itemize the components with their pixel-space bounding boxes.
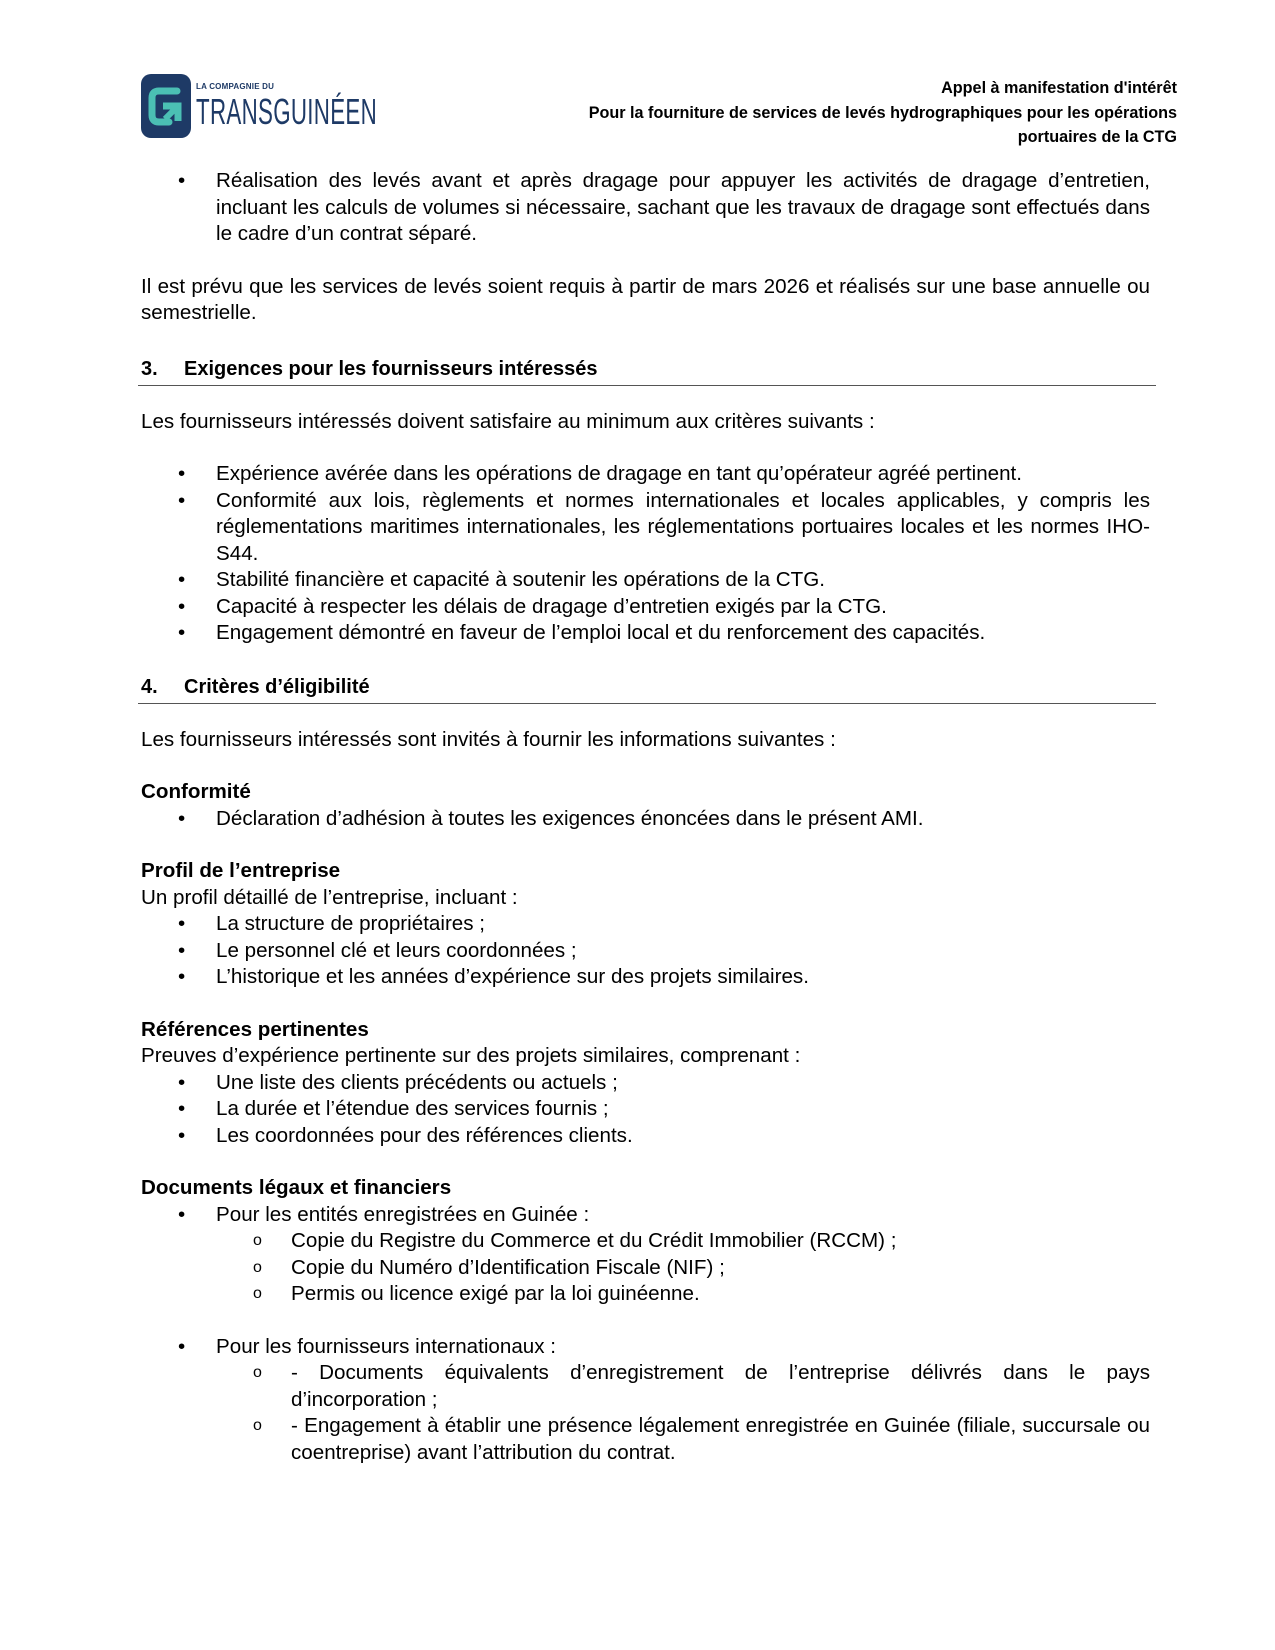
list-item: • Engagement démontré en faveur de l’emploi local et du renforcement des capacités. (141, 620, 1150, 647)
documents-international-sublist (141, 1360, 1150, 1466)
header-title-line-1: Appel à manifestation d'intérêt (941, 79, 1177, 97)
list-item: • Pour les fournisseurs internationaux : (141, 1334, 1150, 1361)
bullet-icon: • (178, 462, 186, 485)
section-3-heading: 3. Exigences pour les fournisseurs intéressés (138, 357, 1156, 386)
conformite-list (141, 806, 1150, 833)
bullet-icon: • (178, 1097, 186, 1120)
documents-guinee-sublist (141, 1228, 1150, 1308)
intro-bullet-list (141, 168, 1150, 248)
hollow-bullet-icon: o (253, 1285, 262, 1302)
documents-heading: Documents légaux et financiers (141, 1176, 452, 1199)
bullet-icon: • (178, 965, 186, 988)
list-item: • Capacité à respecter les délais de dragage d’entretien exigés par la CTG. (141, 594, 1150, 621)
company-logo (141, 74, 488, 138)
section-3-requirements-list (141, 461, 1150, 647)
sub-list-item: o - Engagement à établir une présence légalement enregistrée en Guinée (filiale, succursale ou coentreprise) avant l’attribution du contrat. (253, 1414, 1150, 1464)
header-title-line-2: Pour la fourniture de services de levés hydrographiques pour les opérations (588, 103, 1177, 122)
list-item: • Conformité aux lois, règlements et normes internationales et locales applicables, y compris les réglementations maritimes internationales, les réglementations portuaires locales et les normes IHO-S44. (178, 488, 1150, 565)
references-intro: Preuves d’expérience pertinente sur des projets similaires, comprenant : (141, 1044, 801, 1067)
bullet-icon: • (178, 1334, 186, 1358)
sub-list-item: o Copie du Registre du Commerce et du Crédit Immobilier (RCCM) ; (141, 1228, 1150, 1255)
section-4-heading: 4. Critères d’éligibilité (138, 675, 1156, 704)
references-list (141, 1070, 1150, 1150)
list-item: • Stabilité financière et capacité à soutenir les opérations de la CTG. (141, 567, 1150, 594)
bullet-icon: • (178, 1070, 186, 1094)
list-item: • Réalisation des levés avant et après dragage pour appuyer les activités de dragage d’entretien, incluant les calculs de volumes si nécessaire, sachant que les travaux de dragage sont effectués dans le cadre d’un contrat séparé. (178, 169, 1150, 245)
bullet-icon: • (178, 806, 186, 830)
sub-list-item: o Permis ou licence exigé par la loi guinéenne. (141, 1281, 1150, 1308)
logo-big-text: TRANSGUINÉEN (196, 90, 378, 132)
document-header-title (589, 76, 1177, 150)
bullet-icon: • (178, 568, 186, 591)
hollow-bullet-icon: o (253, 1417, 262, 1434)
bullet-icon: • (178, 169, 186, 192)
sub-list-item: o Copie du Numéro d’Identification Fiscale (NIF) ; (141, 1255, 1150, 1282)
conformite-heading: Conformité (141, 780, 251, 803)
intro-paragraph: Il est prévu que les services de levés soient requis à partir de mars 2026 et réalisés sur une base annuelle ou semestrielle. (141, 274, 1150, 324)
bullet-icon: • (178, 594, 186, 618)
hollow-bullet-icon: o (253, 1232, 262, 1249)
list-item: • Expérience avérée dans les opérations de dragage en tant qu’opérateur agréé pertinent. (141, 461, 1150, 488)
section-4-intro: Les fournisseurs intéressés sont invités à fournir les informations suivantes : (141, 727, 836, 751)
header-title-line-3: portuaires de la CTG (1017, 128, 1177, 146)
bullet-icon: • (178, 621, 186, 644)
bullet-icon: • (178, 1123, 186, 1147)
list-item: • L’historique et les années d’expérience sur des projets similaires. (141, 964, 1150, 991)
list-item: • La structure de propriétaires ; (141, 911, 1150, 938)
list-item: • Déclaration d’adhésion à toutes les exigences énoncées dans le présent AMI. (141, 806, 1150, 833)
logo-small-text: LA COMPAGNIE DU (196, 81, 275, 91)
hollow-bullet-icon: o (253, 1364, 262, 1381)
bullet-icon: • (178, 938, 186, 962)
profil-heading: Profil de l’entreprise (141, 859, 341, 882)
hollow-bullet-icon: o (253, 1258, 262, 1276)
documents-guinee-list (141, 1202, 1150, 1229)
list-item: • Pour les entités enregistrées en Guinée : (141, 1202, 1150, 1229)
document-body (141, 168, 1150, 1466)
bullet-icon: • (178, 488, 186, 512)
list-item: • Une liste des clients précédents ou actuels ; (141, 1070, 1150, 1097)
profil-list (141, 911, 1150, 991)
bullet-icon: • (178, 912, 186, 935)
documents-international-list (141, 1334, 1150, 1361)
references-heading: Références pertinentes (141, 1017, 369, 1041)
profil-intro: Un profil détaillé de l’entreprise, incluant : (141, 885, 518, 909)
list-item: • La durée et l’étendue des services fournis ; (141, 1096, 1150, 1123)
section-3-intro: Les fournisseurs intéressés doivent satisfaire au minimum aux critères suivants : (141, 409, 875, 433)
ctg-g-arrow-logo-icon (141, 74, 191, 138)
list-item: • Les coordonnées pour des références clients. (141, 1123, 1150, 1150)
bullet-icon: • (178, 1202, 186, 1226)
list-item: • Le personnel clé et leurs coordonnées ; (141, 938, 1150, 965)
sub-list-item: o - Documents équivalents d’enregistrement de l’entreprise délivrés dans le pays d’incorporation ; (253, 1361, 1150, 1411)
